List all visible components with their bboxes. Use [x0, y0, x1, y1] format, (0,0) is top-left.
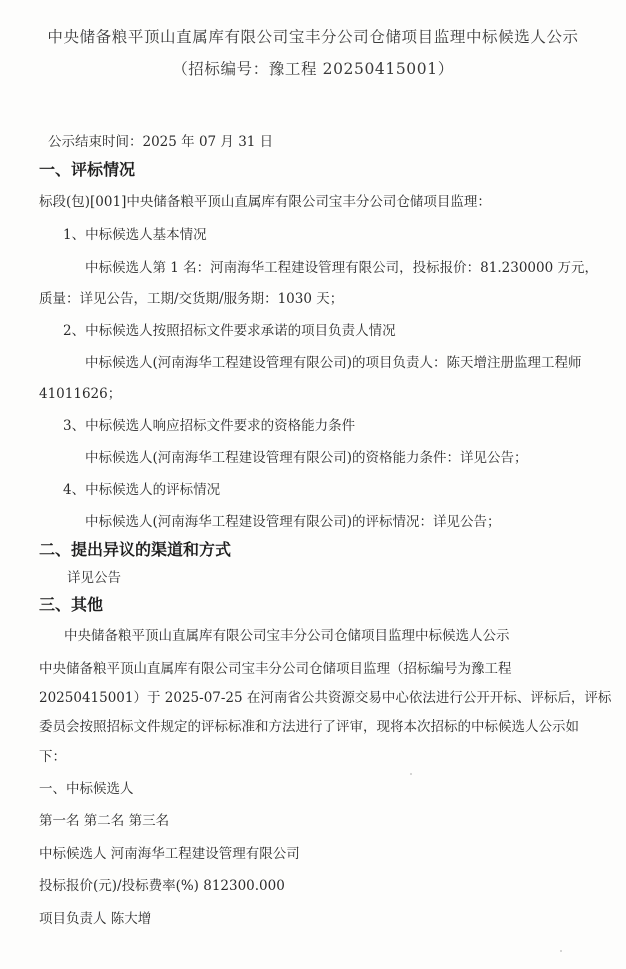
candidate-quality-duration: 质量：详见公告，工期/交货期/服务期：1030 天；	[39, 291, 344, 307]
announcement-end-time: 公示结束时间：2025 年 07 月 31 日	[48, 134, 274, 150]
other-paragraph-line-3: 委员会按照招标文件规定的评标标准和方法进行了评审，现将本次招标的中标候选人公示如	[39, 719, 579, 735]
other-paragraph-line-1: 中央储备粮平顶山直属库有限公司宝丰分公司仓储项目监理（招标编号为豫工程	[39, 661, 512, 677]
scan-speck	[410, 773, 412, 775]
announcement-title: 中央储备粮平顶山直属库有限公司宝丰分公司仓储项目监理中标候选人公示	[47, 28, 579, 46]
scan-speck	[560, 950, 562, 952]
section-heading-other: 三、其他	[39, 595, 104, 614]
bid-price-row: 投标报价(元)/投标费率(%) 812300.000	[39, 878, 285, 894]
item-label-project-manager: 2、中标候选人按照招标文件要求承诺的项目负责人情况	[63, 323, 396, 339]
item-label-evaluation: 4、中标候选人的评标情况	[63, 482, 221, 498]
candidates-heading: 一、中标候选人	[39, 781, 134, 797]
section-heading-evaluation: 一、评标情况	[39, 160, 136, 179]
item-label-qualification: 3、中标候选人响应招标文件要求的资格能力条件	[63, 418, 356, 434]
item-label-basic-info: 1、中标候选人基本情况	[63, 227, 207, 243]
section-heading-objection: 二、提出异议的渠道和方式	[39, 540, 232, 559]
candidate-ranks: 第一名 第二名 第三名	[39, 813, 170, 829]
lot-description: 标段(包)[001]中央储备粮平顶山直属库有限公司宝丰分公司仓储项目监理：	[39, 194, 491, 210]
project-manager-registration: 41011626；	[39, 386, 122, 402]
project-manager-row: 项目负责人 陈大增	[39, 911, 152, 927]
candidate-first-place-info: 中标候选人第 1 名：河南海华工程建设管理有限公司，投标报价：81.230000 万元，	[85, 260, 598, 276]
tender-number: （招标编号：豫工程 20250415001）	[172, 60, 454, 78]
qualification-info: 中标候选人(河南海华工程建设管理有限公司)的资格能力条件：详见公告；	[85, 450, 528, 466]
objection-text: 详见公告	[67, 570, 121, 586]
evaluation-info: 中标候选人(河南海华工程建设管理有限公司)的评标情况：详见公告；	[85, 514, 501, 530]
project-manager-info: 中标候选人(河南海华工程建设管理有限公司)的项目负责人：陈天增注册监理工程师	[85, 355, 582, 371]
other-paragraph-line-2: 20250415001）于 2025-07-25 在河南省公共资源交易中心依法进行公开开标、评标后，评标	[39, 690, 612, 706]
other-sub-title: 中央储备粮平顶山直属库有限公司宝丰分公司仓储项目监理中标候选人公示	[64, 628, 510, 644]
other-paragraph-line-4: 下：	[39, 749, 66, 765]
candidate-name-row: 中标候选人 河南海华工程建设管理有限公司	[39, 846, 300, 862]
